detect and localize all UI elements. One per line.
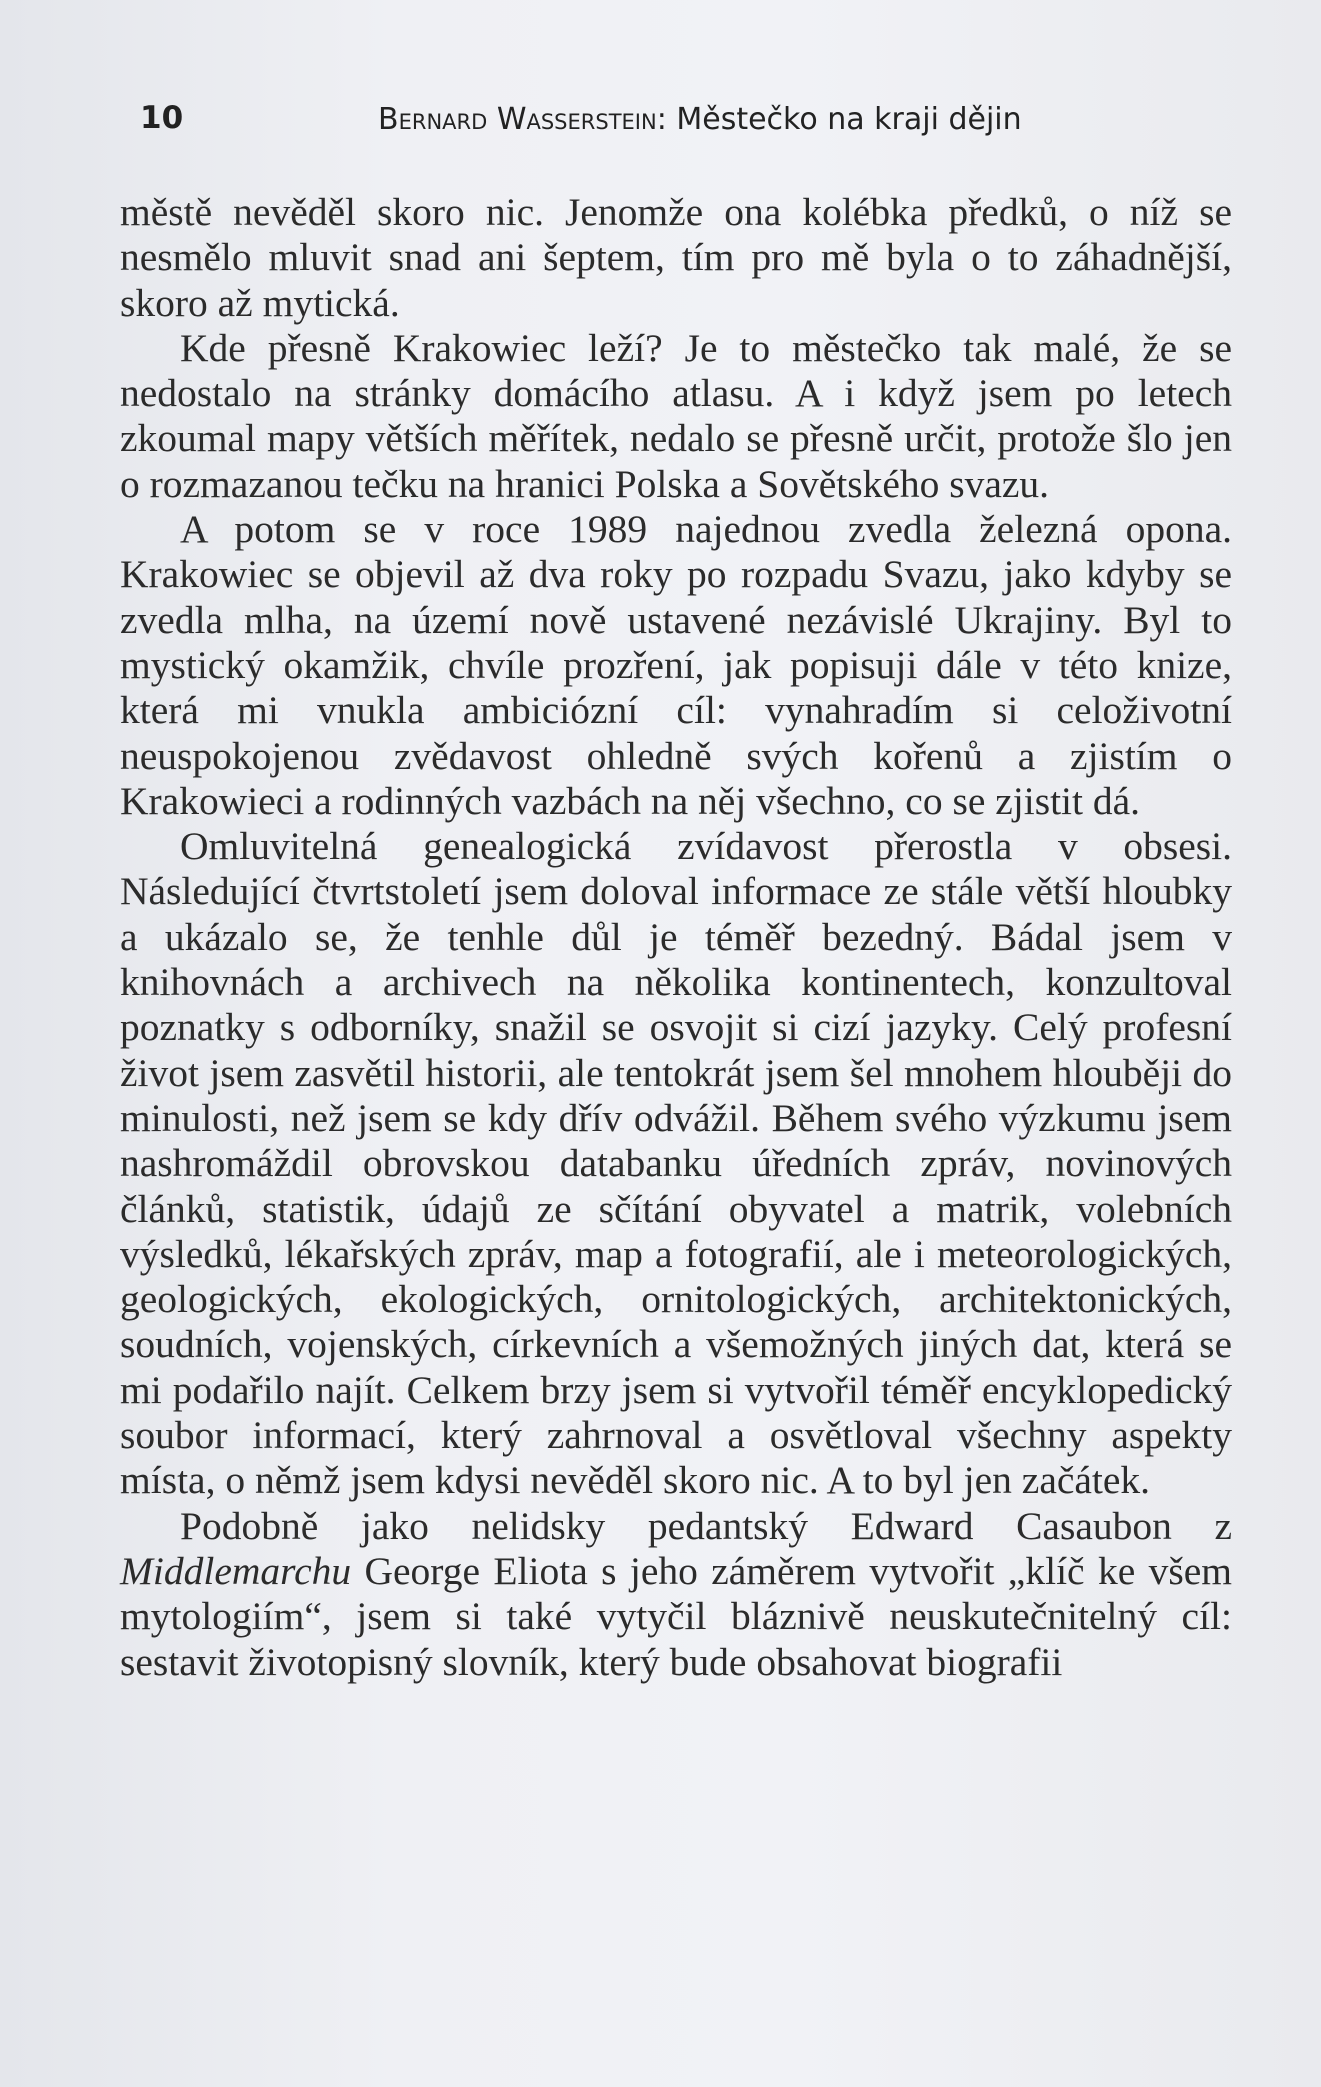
paragraph: městě nevěděl skoro nic. Jenomže ona kolébka předků, o níž se nesmělo mluvit snad ani šeptem, tím pro mě byla o to záhadnější, skoro až mytická.	[120, 190, 1232, 325]
paragraph: A potom se v roce 1989 najednou zvedla železná opona. Krakowiec se objevil až dva roky po rozpadu Svazu, jako kdyby se zvedla mlha, na území nově ustavené nezávislé Ukrajiny. Byl to mystický okamžik, chvíle prozření, jak popisuji dále v této knize, která mi vnukla ambiciózní cíl: vynahradím si celoživotní neuspokojenou zvědavost ohledně svých kořenů a zjistím o Krakowieci a rodinných vazbách na něj všechno, co se zjistit dá.	[120, 507, 1232, 823]
book-title: Městečko na kraji dějin	[676, 102, 1022, 137]
author-name: Bernard Wasserstein	[378, 102, 657, 137]
paragraph: Kde přesně Krakowiec leží? Je to městečko tak malé, že se nedostalo na stránky domácího atlasu. A i když jsem po letech zkoumal mapy větších měřítek, nedalo se přesně určit, protože šlo jen o rozmazanou tečku na hranici Polska a Sovětského svazu.	[120, 325, 1232, 506]
book-reference-italic: Middlemarchu	[120, 1548, 352, 1593]
running-head	[378, 102, 1022, 137]
text-segment: George Eliota s jeho záměrem vytvořit „klíč ke všem mytologiím“, jsem si také vytyčil bláznivě neuskutečnitelný cíl: sestavit životopisný slovník, který bude obsahovat biografii	[120, 1548, 1232, 1684]
paragraph-last	[120, 1504, 1232, 1685]
body-text	[120, 190, 1232, 1685]
page-header	[140, 100, 1160, 150]
text-segment: Podobně jako nelidsky pedantský Edward Casaubon z	[180, 1503, 1232, 1548]
header-separator: :	[656, 102, 677, 137]
page-number: 10	[140, 100, 184, 136]
paragraph: Omluvitelná genealogická zvídavost přerostla v obsesi. Následující čtvrtstoletí jsem doloval informace ze stále větší hloubky a ukázalo se, že tenhle důl je téměř bezedný. Bádal jsem v knihovnách a archivech na několika kontinentech, konzultoval poznatky s odborníky, snažil se osvojit si cizí jazyky. Celý profesní život jsem zasvětil historii, ale tentokrát jsem šel mnohem hlouběji do minulosti, než jsem se kdy dřív odvážil. Během svého výzkumu jsem nashromáždil obrovskou databanku úředních zpráv, novinových článků, statistik, údajů ze sčítání obyvatel a matrik, volebních výsledků, lékařských zpráv, map a fotografií, ale i meteorologických, geologických, ekologických, ornitologických, architektonických, soudních, vojenských, církevních a všemožných jiných dat, která se mi podařilo najít. Celkem brzy jsem si vytvořil téměř encyklopedický soubor informací, který zahrnoval a osvětloval všechny aspekty místa, o němž jsem kdysi nevěděl skoro nic. A to byl jen začátek.	[120, 824, 1232, 1503]
